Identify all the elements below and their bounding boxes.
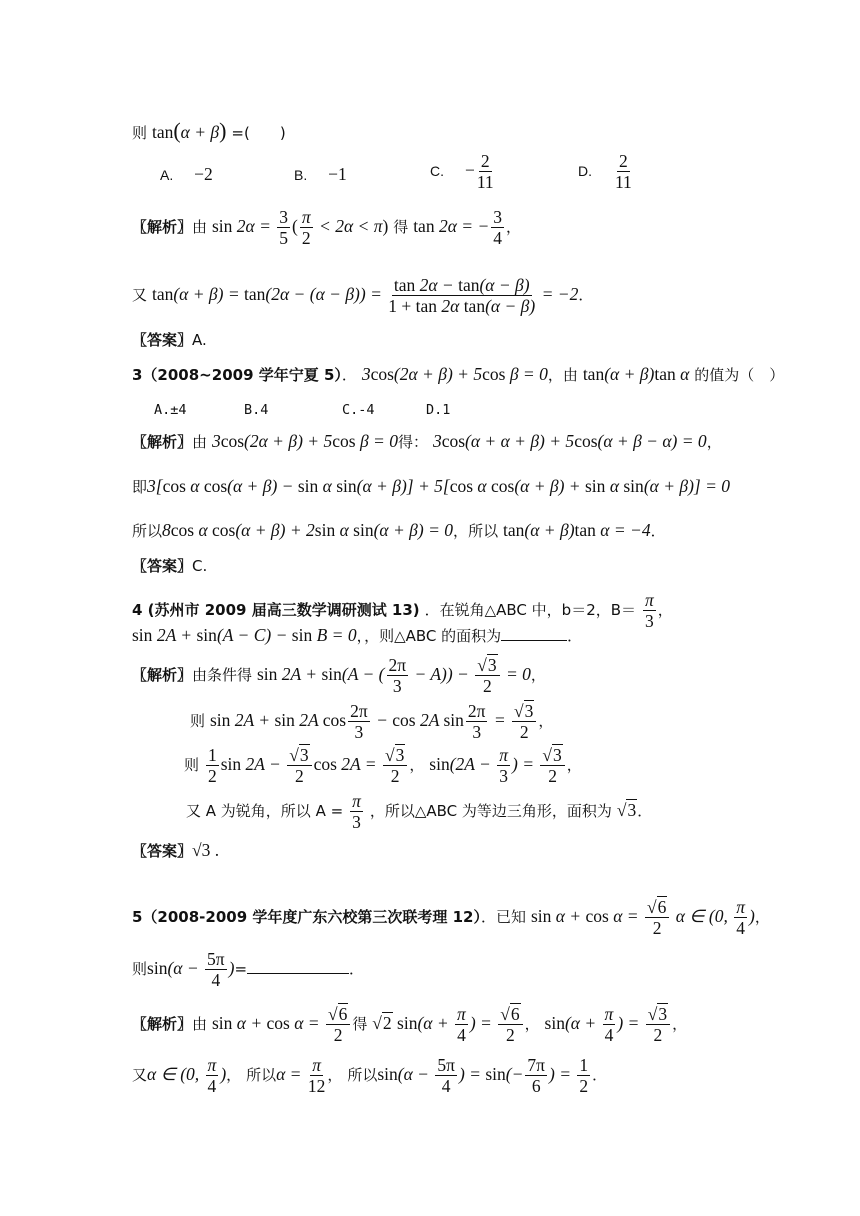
q2-question-line xyxy=(132,120,286,142)
q2-paren: =( ) xyxy=(231,124,286,142)
q4-question-line: 4 (苏州市 2009 届高三数学调研测试 13) ．在锐角△ABC 中，b＝2，B＝ $\frac{\pi}{3}$ ， xyxy=(132,590,673,632)
q2-option-d: D. $\frac{2}{11}$ xyxy=(578,151,632,193)
q3-option-d: D.1 xyxy=(426,402,451,418)
q5-analysis-line-1: 〖解析〗由 sin α + cos α = $\frac{√6}{2}$ 得 √2 sin(α + $\frac{\pi}{4}$ ) = $\frac{√6}{2}$ ， sin(α + $\frac{\pi}{4}$ ) = $\frac{√3}{2}$ ， xyxy=(132,1004,688,1046)
q2-option-b xyxy=(294,164,347,185)
option-label: C. xyxy=(430,162,444,179)
q4-analysis-line-1: 〖解析〗由条件得 sin 2A + sin(A − ( $\frac{2\pi}{3}$ − A)) − $\frac{√3}{2}$ = 0， xyxy=(132,655,546,697)
q4-analysis-line-3: 则 $\frac{1}{2}$ sin 2A − $\frac{√3}{2}$ cos 2A = $\frac{√3}{2}$ ， sin(2A − $\frac{\pi}{3}$ ) = $\frac{√3}{2}$ ， xyxy=(184,745,582,787)
answer-label: 〖答案〗 xyxy=(132,331,193,349)
option-value: −1 xyxy=(328,164,347,184)
q5-heading: 5（2008-2009 学年度广东六校第三次联考理 12） xyxy=(132,907,481,926)
q3-option-a: A.±4 xyxy=(154,402,187,418)
q2-formula: tan(α + β) xyxy=(151,118,227,143)
q4-answer-line: 〖答案〗√3 . xyxy=(132,840,220,860)
q2-answer: A. xyxy=(192,331,207,349)
q5-answer-blank[interactable] xyxy=(247,973,349,974)
option-value: −2 xyxy=(194,164,213,184)
q3-heading: 3（2008~2009 学年宁夏 5） xyxy=(132,366,342,384)
q2-answer-line xyxy=(132,333,207,349)
q2-option-a xyxy=(160,164,213,185)
q2-intro-text: 则 xyxy=(132,124,148,142)
q5-analysis-line-2: 又α ∈ (0, $\frac{\pi}{4}$ )， 所以α = $\frac{\pi}{12}$ ， 所以sin(α − $\frac{5\pi}{4}$ ) = sin(− $\frac{7\pi}{6}$ ) = $\frac{1}{2}$ ． xyxy=(132,1055,608,1097)
q4-question-line-2: sin 2A + sin(A − C) − sin B = 0，，则△ABC 的面积为 ． xyxy=(132,625,583,645)
q5-ask-line: 则sin(α − $\frac{5\pi}{4}$ )= ． xyxy=(132,949,365,991)
q2-analysis-line-1: 〖解析〗由 sin 2α = $\frac{3}{5}$ ( $\frac{\pi}{2}$ < 2α < π) 得 tan 2α = − $\frac{3}{4}$ ， xyxy=(132,207,522,249)
option-label: B. xyxy=(294,167,308,183)
q3-analysis-line-3: 所以8cos α cos(α + β) + 2sin α sin(α + β) = 0，所以 tan(α + β)tan α = −4． xyxy=(132,520,666,540)
q3-option-b: B.4 xyxy=(244,402,269,418)
q3-option-c: C.-4 xyxy=(342,402,375,418)
q2-option-c: C. − $\frac{2}{11}$ xyxy=(430,151,494,193)
q2-analysis-line-2: 又 tan(α + β) = tan(2α − (α − β)) = $\frac{\tan 2\alpha - \tan(\alpha - \beta)}{\text{1 + tan 2α tan(α − β)}}$ = −2． xyxy=(132,275,594,317)
q5-question-line: 5（2008-2009 学年度广东六校第三次联考理 12）．已知 sin α + cos α = $\frac{√6}{2}$ α ∈ (0, $\frac{\pi}{4}$ )， xyxy=(132,897,770,939)
q3-question-line: 3（2008~2009 学年宁夏 5）． 3cos(2α + β) + 5cos β = 0，由 tan(α + β)tan α 的值为（ ） xyxy=(132,364,785,384)
q4-answer: √3 . xyxy=(192,840,220,860)
option-label: A. xyxy=(160,167,174,183)
option-label: D. xyxy=(578,162,592,179)
q4-analysis-line-2: 则 sin 2A + sin 2A cos $\frac{2\pi}{3}$ − cos 2A sin $\frac{2\pi}{3}$ = $\frac{√3}{2}$ ， xyxy=(190,701,554,743)
q3-answer: C. xyxy=(192,557,208,575)
q4-answer-blank[interactable] xyxy=(501,640,567,641)
q3-analysis-line-2: 即3[cos α cos(α + β) − sin α sin(α + β)] + 5[cos α cos(α + β) + sin α sin(α + β)] = 0 xyxy=(132,476,731,496)
q3-analysis-line-1: 〖解析〗由 3cos(2α + β) + 5cos β = 0得： 3cos(α + α + β) + 5cos(α + β − α) = 0， xyxy=(132,431,722,451)
analysis-label: 〖解析〗 xyxy=(132,217,193,236)
q4-heading: 4 (苏州市 2009 届高三数学调研测试 13) xyxy=(132,600,420,619)
q4-analysis-line-4: 又 A 为锐角，所以 A = $\frac{\pi}{3}$ ，所以△ABC 为等边三角形，面积为 √3． xyxy=(186,791,653,833)
q3-answer-line: 〖答案〗C. xyxy=(132,557,208,575)
